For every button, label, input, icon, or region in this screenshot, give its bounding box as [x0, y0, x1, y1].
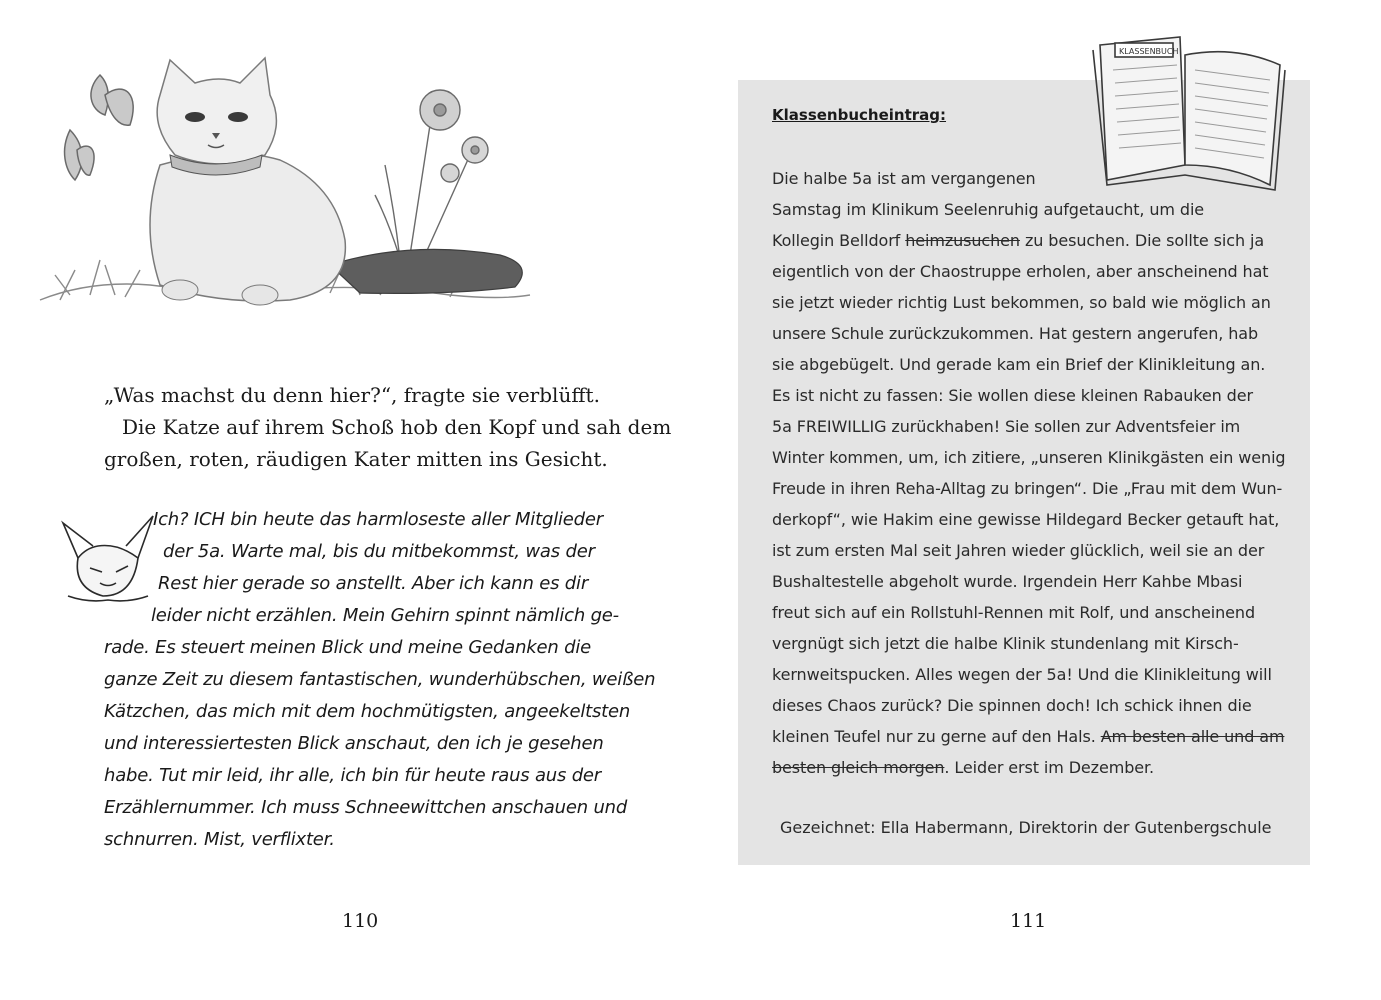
left-page	[0, 0, 690, 1000]
entry-line: vergnügt sich jetzt die halbe Klinik stundenlang mit Kirsch-	[772, 634, 1239, 653]
handwritten-line: leider nicht erzählen. Mein Gehirn spinnt nämlich ge-	[151, 605, 619, 626]
prose-line: großen, roten, räudigen Kater mitten ins Gesicht.	[104, 447, 608, 471]
open-book-illustration	[1085, 25, 1295, 195]
entry-line	[772, 758, 1154, 777]
handwritten-line: rade. Es steuert meinen Blick und meine Gedanken die	[104, 637, 592, 658]
right-page	[690, 0, 1381, 1000]
cat-illustration	[30, 55, 550, 330]
handwritten-line: Rest hier gerade so anstellt. Aber ich kann es dir	[158, 573, 589, 594]
entry-line: Die halbe 5a ist am vergangenen	[772, 169, 1036, 188]
signature-line: Gezeichnet: Ella Habermann, Direktorin der Gutenbergschule	[780, 818, 1272, 837]
entry-line: ist zum ersten Mal seit Jahren wieder glücklich, weil sie an der	[772, 541, 1265, 560]
entry-text: Kollegin Belldorf	[772, 231, 906, 250]
struck-text: heimzusuchen	[905, 231, 1020, 250]
entry-line: Winter kommen, um, ich zitiere, „unseren Klinikgästen ein wenig	[772, 448, 1286, 467]
entry-line: Freude in ihren Reha-Alltag zu bringen“. Die „Frau mit dem Wun-	[772, 479, 1283, 498]
handwritten-line: Erzählernummer. Ich muss Schneewittchen anschauen und	[104, 797, 628, 818]
entry-line: 5a FREIWILLIG zurückhaben! Sie sollen zur Adventsfeier im	[772, 417, 1241, 436]
entry-line: sie abgebügelt. Und gerade kam ein Brief der Klinikleitung an.	[772, 355, 1266, 374]
entry-line: dieses Chaos zurück? Die spinnen doch! Ich schick ihnen die	[772, 696, 1252, 715]
page-number: 110	[342, 910, 379, 932]
butterfly-illustration	[65, 75, 134, 180]
entry-line	[772, 231, 1264, 250]
entry-line: freut sich auf ein Rollstuhl-Rennen mit Rolf, und anscheinend	[772, 603, 1256, 622]
page-number: 111	[1010, 910, 1047, 932]
struck-text: besten gleich morgen	[772, 758, 945, 777]
cat-tail	[330, 249, 522, 293]
prose-line: „Was machst du denn hier?“, fragte sie verblüfft.	[104, 383, 600, 407]
entry-line: Bushaltestelle abgeholt wurde. Irgendein Herr Kahbe Mbasi	[772, 572, 1243, 591]
handwritten-line: ganze Zeit zu diesem fantastischen, wunderhübschen, weißen	[104, 669, 656, 690]
book-label: KLASSENBUCH	[1119, 47, 1179, 56]
entry-line	[772, 727, 1284, 746]
entry-line: unsere Schule zurückzukommen. Hat gestern angerufen, hab	[772, 324, 1259, 343]
entry-line: Samstag im Klinikum Seelenruhig aufgetaucht, um die	[772, 200, 1205, 219]
class-register-entry-box	[738, 80, 1310, 865]
entry-line: kernweitspucken. Alles wegen der 5a! Und die Klinikleitung will	[772, 665, 1272, 684]
entry-line: derkopf“, wie Hakim eine gewisse Hildegard Becker getauft hat,	[772, 510, 1280, 529]
struck-text: Am besten alle und am	[1100, 727, 1285, 746]
handwritten-line: Kätzchen, das mich mit dem hochmütigsten, angeekeltsten	[104, 701, 631, 722]
flower-illustration	[375, 90, 488, 265]
entry-line: eigentlich von der Chaostruppe erholen, aber anscheinend hat	[772, 262, 1269, 281]
prose-line: Die Katze auf ihrem Schoß hob den Kopf und sah dem	[122, 415, 672, 439]
entry-text: kleinen Teufel nur zu gerne auf den Hals.	[772, 727, 1101, 746]
entry-heading: Klassenbucheintrag:	[772, 106, 947, 124]
entry-text: zu besuchen. Die sollte sich ja	[1019, 231, 1265, 250]
handwritten-line: schnurren. Mist, verflixter.	[104, 829, 335, 850]
handwritten-line: und interessiertesten Blick anschaut, den ich je gesehen	[104, 733, 604, 754]
tomcat-head-doodle	[58, 508, 158, 608]
cat-body	[150, 154, 345, 301]
entry-line: sie jetzt wieder richtig Lust bekommen, so bald wie möglich an	[772, 293, 1271, 312]
handwritten-line: der 5a. Warte mal, bis du mitbekommst, was der	[163, 541, 595, 562]
handwritten-line: habe. Tut mir leid, ihr alle, ich bin für heute raus aus der	[104, 765, 602, 786]
handwritten-line: Ich? ICH bin heute das harmloseste aller Mitglieder	[153, 509, 603, 530]
entry-text: . Leider erst im Dezember.	[944, 758, 1155, 777]
entry-line: Es ist nicht zu fassen: Sie wollen diese kleinen Rabauken der	[772, 386, 1253, 405]
